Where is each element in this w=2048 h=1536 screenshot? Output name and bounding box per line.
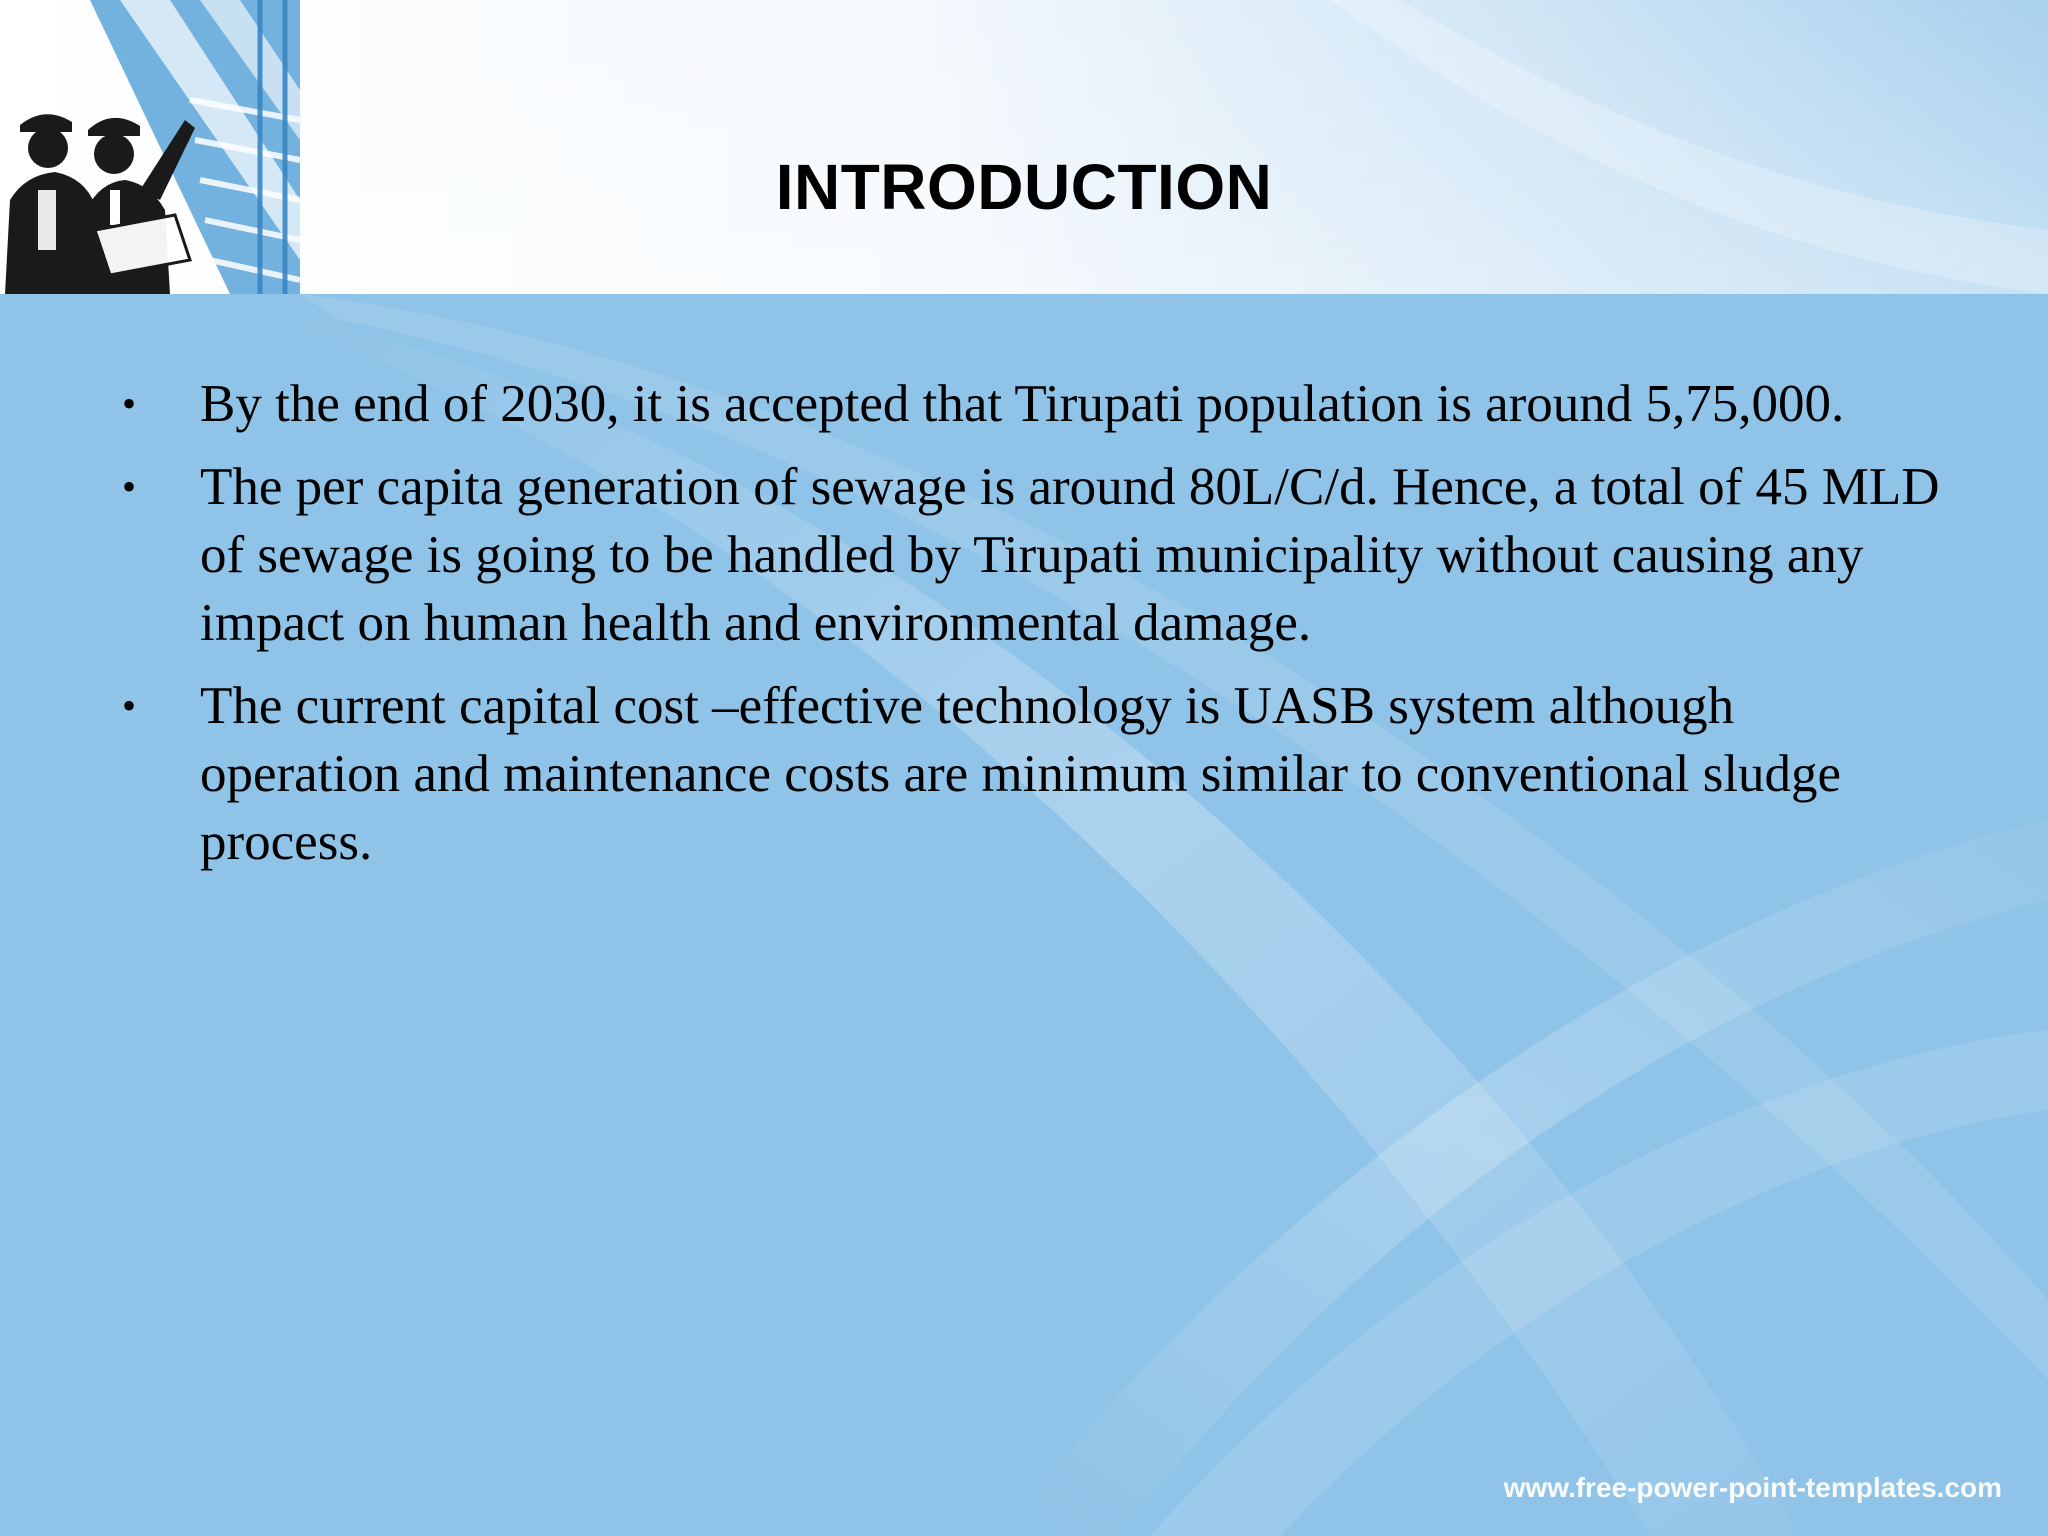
bullet-item [120, 370, 1940, 438]
slide-title: INTRODUCTION [775, 151, 1273, 223]
bullet-list [120, 370, 1940, 876]
bullet-icon: • [122, 683, 137, 728]
bullet-text: By the end of 2030, it is accepted that Tirupati population is around 5,75,000. [200, 375, 1845, 433]
header-band [0, 0, 2048, 294]
footer-url: www.free-power-point-templates.com [1503, 1472, 2002, 1503]
bullet-item [120, 672, 1940, 876]
bullet-icon: • [122, 464, 137, 509]
bullet-text: The current capital cost –effective technology is UASB system although operation and maintenance costs are minimum similar to conventional sludge process. [200, 677, 1842, 871]
slide-content [120, 370, 1940, 891]
bullet-icon: • [122, 381, 137, 426]
bullet-text: The per capita generation of sewage is around 80L/C/d. Hence, a total of 45 MLD of sewage is going to be handled by Tirupati municipality without causing any impact on human health and environmental damage. [200, 458, 1940, 652]
construction-workers-icon [0, 0, 310, 294]
bullet-item [120, 453, 1940, 657]
